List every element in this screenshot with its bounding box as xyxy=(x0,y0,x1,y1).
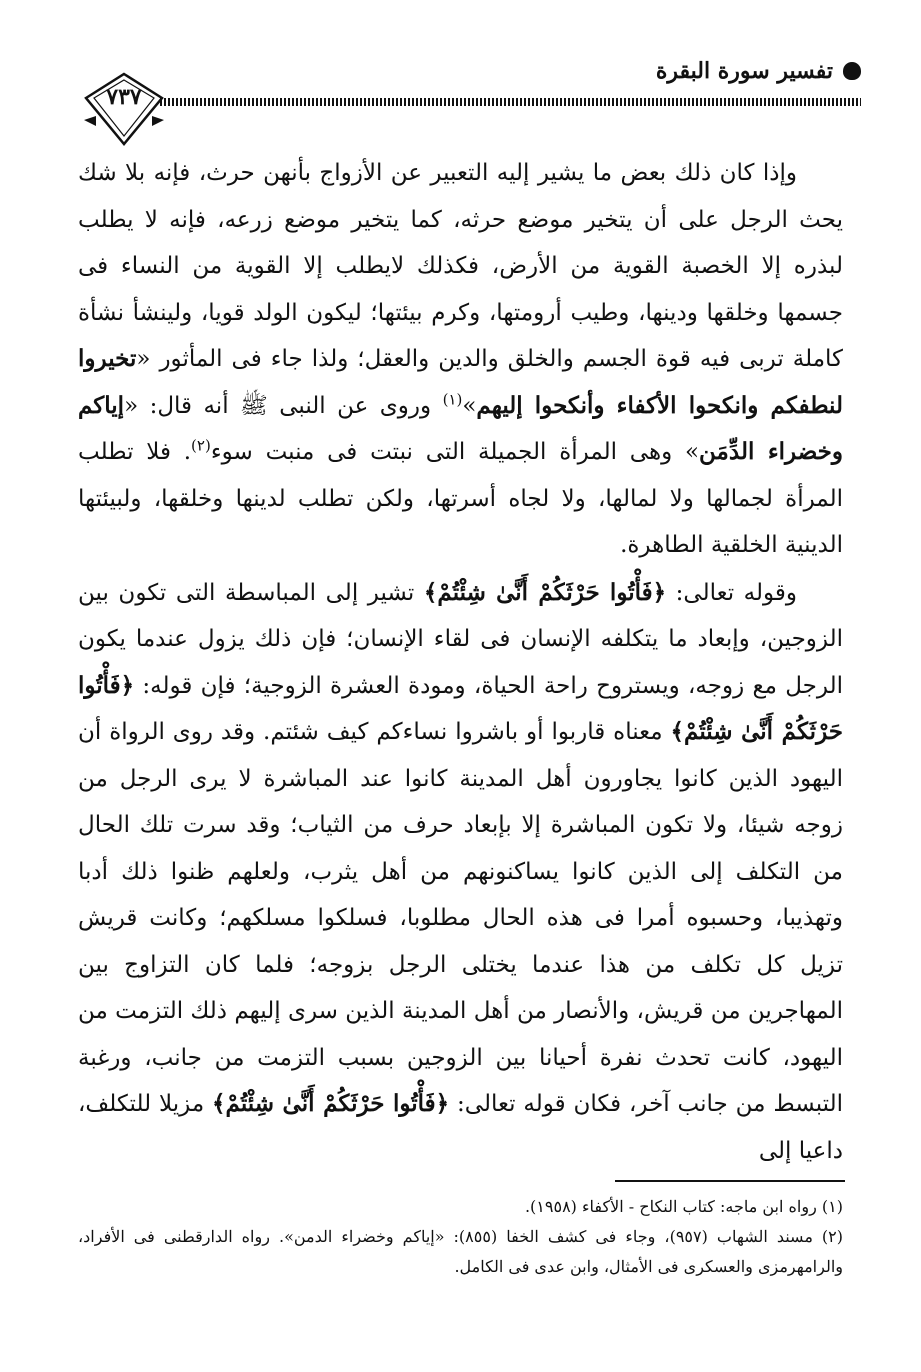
header-rule xyxy=(160,98,861,106)
text-run: معناه قاربوا أو باشروا نساءكم كيف شئتم. وقد روى الرواة أن اليهود الذين كانوا يجاورون أهل المدينة كانوا عند المباشرة لا يرى الرجل من زوجه شيئا، ولا تكون المباشرة إلا بإبعاد حرف من الثياب؛ وقد سرت تلك الحال من التكلف إلى الذين كانوا يساكنونهم من أهل يثرب، ولعلهم ظنوا ذلك أدبا وتهذيبا، وحسبوه أمرا فى هذه الحال مطلوبا، فسلكوا مسلكهم؛ وكانت قريش تزيل كل تكلف من هذا عندما يختلى الرجل بزوجه؛ فلما كان التزاوج بين المهاجرين من قريش، والأنصار من أهل المدينة الذين سرى إليهم ذلك التزمت من اليهود، كانت تحدث نفرة أحيانا بين الزوجين بسبب التزمت من جانب، ورغبة التبسط من جانب آخر، فكان قوله تعالى: xyxy=(78,719,844,1117)
body-text xyxy=(78,150,843,1174)
quoted-hadith: تخيروا لنطفكم وانكحوا الأكفاء وأنكحوا إليهم xyxy=(78,345,844,419)
text-run: . فلا تطلب المرأة لجمالها ولا لمالها، ولا لجاه أسرتها، ولكن تطلب لدينها وخلقها، ولبيئتها الدينية الخلقية الطاهرة. xyxy=(78,439,843,558)
quran-verse: ﴿فَأْتُوا حَرْثَكُمْ أَنَّىٰ شِئْتُمْ﴾ xyxy=(423,578,667,606)
text-run: وروى عن النبى ﷺ أنه قال: « xyxy=(124,392,443,419)
text-run: » xyxy=(462,392,477,419)
header-ornament-icon xyxy=(843,62,861,80)
header-title: تفسير سورة البقرة xyxy=(655,58,833,84)
quoted-hadith: إياكم وخضراء الدِّمَن xyxy=(78,391,843,465)
page-number: ٧٣٧ xyxy=(106,84,142,110)
text-run: مزيلا للتكلف، داعيا إلى xyxy=(78,1091,843,1164)
footnote-ref-2: (٢) xyxy=(191,436,211,455)
footnote-1: (١) رواه ابن ماجه: كتاب النكاح - الأكفاء (١٩٥٨). xyxy=(524,1197,843,1216)
text-run: تشير إلى المباسطة التى تكون بين الزوجين، وإبعاد ما يتكلفه الإنسان فى لقاء الإنسان؛ فإن ذلك يزول عندما يكون الرجل مع زوجه، ويستروح راحة الحياة، ومودة العشرة الزوجية؛ فإن قوله: xyxy=(78,579,843,699)
text-run: وقوله تعالى: xyxy=(666,579,797,606)
footnote-ref-1: (١) xyxy=(442,389,463,408)
diamond-ornament-icon xyxy=(82,70,166,150)
footnote-separator xyxy=(615,1180,845,1182)
footnotes xyxy=(78,1192,843,1282)
text-run: وإذا كان ذلك بعض ما يشير إليه التعبير عن الأزواج بأنهن حرث، فإنه بلا شك يحث الرجل على أن يتخير موضع حرثه، كما يتخير موضع زرعه، فإنه لا يطلب لبذره إلا الخصبة القوية من الأرض، فكذلك لايطلب إلا القوية من النساء فى جسمها وخلقها ودينها، وطيب أرومتها، وكرم بيئتها؛ ليكون الولد قويا، ولينشأ نشأة كاملة تربى فيه قوة الجسم والخلق والدين والعقل؛ ولذا جاء فى المأثور « xyxy=(78,160,843,372)
footnote-2: (٢) مسند الشهاب (٩٥٧)، وجاء فى كشف الخفا (٨٥٥): «إياكم وخضراء الدمن». رواه الدارقطنى فى الأفراد، والرامهرمزى والعسكرى فى الأمثال، وابن عدى فى الكامل. xyxy=(78,1227,843,1276)
paragraph-1 xyxy=(78,150,843,569)
text-run: » وهى المرأة الجميلة التى نبتت فى منبت سوء xyxy=(210,439,700,465)
page-number-badge xyxy=(82,70,166,150)
quran-verse: ﴿فَأْتُوا حَرْثَكُمْ أَنَّىٰ شِئْتُمْ﴾ xyxy=(212,1090,450,1117)
quran-verse: ﴿فَأْتُوا حَرْثَكُمْ أَنَّىٰ شِئْتُمْ﴾ xyxy=(78,671,843,745)
running-header xyxy=(656,58,861,84)
paragraph-2 xyxy=(78,570,843,1175)
